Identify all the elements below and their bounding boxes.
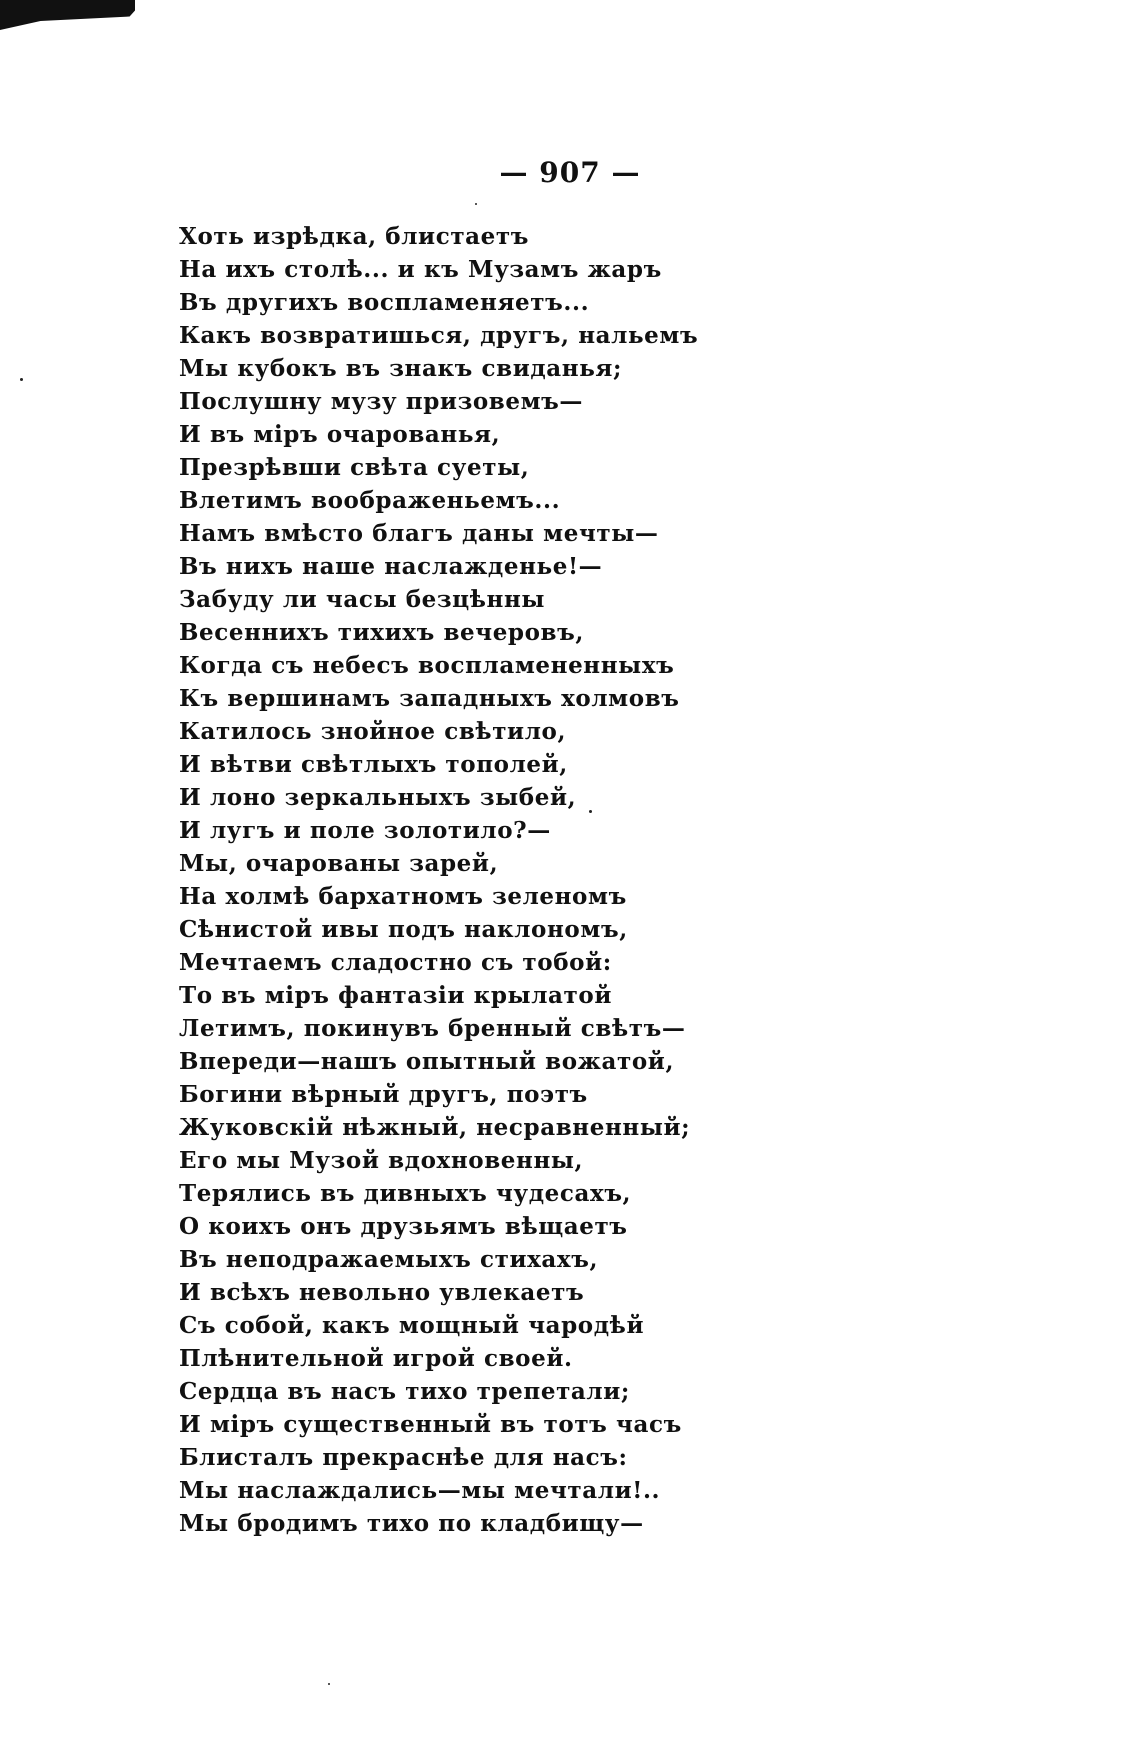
poem-line: Мечтаемъ сладостно съ тобой: <box>179 949 612 976</box>
poem-line: И въ міръ очарованья, <box>179 421 501 448</box>
poem-line: Въ неподражаемыхъ стихахъ, <box>179 1246 599 1273</box>
poem-line: И лоно зеркальныхъ зыбей, <box>179 784 577 811</box>
poem-line: Мы наслаждались—мы мечтали!.. <box>179 1477 661 1504</box>
poem-line: Плѣнительной игрой своей. <box>179 1345 573 1372</box>
poem-line: На ихъ столѣ... и къ Музамъ жаръ <box>179 256 662 283</box>
poem-line: Терялись въ дивныхъ чудесахъ, <box>179 1180 632 1207</box>
poem-line: Хоть изрѣдка, блистаетъ <box>179 223 530 250</box>
poem-line: Блисталъ прекраснѣе для насъ: <box>179 1444 628 1471</box>
poem-line: Презрѣвши свѣта суеты, <box>179 454 530 481</box>
poem-line: И вѣтви свѣтлыхъ тополей, <box>179 751 568 778</box>
poem-line: Въ нихъ наше наслажденье!— <box>179 553 603 580</box>
poem-line: Летимъ, покинувъ бренный свѣтъ— <box>179 1015 686 1042</box>
poem-line: Сѣнистой ивы подъ наклономъ, <box>179 916 628 943</box>
scan-corner-mark <box>0 0 135 30</box>
poem-line: Когда съ небесъ воспламененныхъ <box>179 652 675 679</box>
poem-line: Мы кубокъ въ знакъ свиданья; <box>179 355 623 382</box>
poem-line: Влетимъ воображеньемъ... <box>179 487 561 514</box>
page-number: — 907 — <box>499 156 641 189</box>
poem-line: Мы бродимъ тихо по кладбищу— <box>179 1510 644 1537</box>
poem-line: Впереди—нашъ опытный вожатой, <box>179 1048 675 1075</box>
poem-line: Весеннихъ тихихъ вечеровъ, <box>179 619 584 646</box>
poem-line: То въ міръ фантазіи крылатой <box>179 982 612 1009</box>
scan-speck <box>20 378 23 381</box>
poem-line: Мы, очарованы зарей, <box>179 850 499 877</box>
poem-line: Къ вершинамъ западныхъ холмовъ <box>179 685 680 712</box>
poem-line: Катилось знойное свѣтило, <box>179 718 567 745</box>
scan-speck <box>328 1683 330 1685</box>
poem-line: Послушну музу призовемъ— <box>179 388 584 415</box>
poem-line: О коихъ онъ друзьямъ вѣщаетъ <box>179 1213 628 1240</box>
poem-line: Въ другихъ воспламеняетъ... <box>179 289 590 316</box>
scan-speck <box>589 810 592 813</box>
poem-line: И міръ существенный въ тотъ часъ <box>179 1411 682 1438</box>
poem-line: Богини вѣрный другъ, поэтъ <box>179 1081 588 1108</box>
poem-line: Его мы Музой вдохновенны, <box>179 1147 584 1174</box>
poem-line: Съ собой, какъ мощный чародѣй <box>179 1312 645 1339</box>
poem-text <box>179 220 939 1540</box>
poem-line: Жуковскій нѣжный, несравненный; <box>179 1114 691 1141</box>
poem-line: Какъ возвратишься, другъ, нальемъ <box>179 322 699 349</box>
poem-line: На холмѣ бархатномъ зеленомъ <box>179 883 627 910</box>
poem-line: Намъ вмѣсто благъ даны мечты— <box>179 520 659 547</box>
poem-line: И лугъ и поле золотило?— <box>179 817 551 844</box>
scan-speck <box>475 203 477 205</box>
poem-line: И всѣхъ невольно увлекаетъ <box>179 1279 585 1306</box>
poem-line: Сердца въ насъ тихо трепетали; <box>179 1378 631 1405</box>
poem-line: Забуду ли часы безцѣнны <box>179 586 546 613</box>
